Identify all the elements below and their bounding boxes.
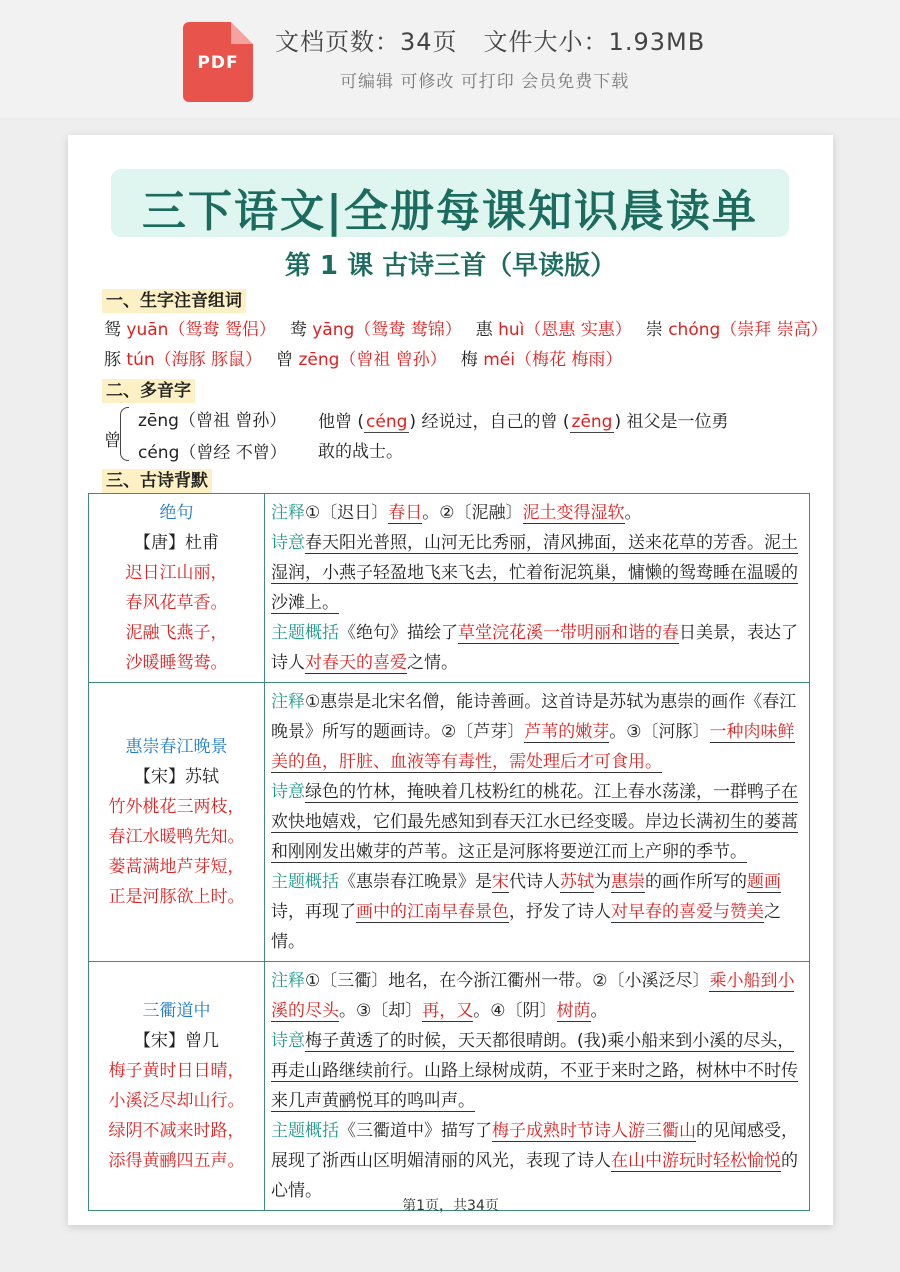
text-span: 。③〔却〕 xyxy=(339,1001,423,1021)
text-span: 在山中游玩时轻松愉悦 xyxy=(611,1151,781,1171)
poem-line: 正是河豚欲上时。 xyxy=(108,887,245,907)
sentence-part: 他曾 xyxy=(318,412,352,432)
char-entry xyxy=(290,317,462,343)
poem-author: 【唐】杜甫 xyxy=(134,533,219,553)
text-span: 草堂浣花溪一带明丽和谐的春 xyxy=(458,623,679,643)
text-span: 乘小船到小溪的尽头 xyxy=(271,971,795,1021)
meaning-label: 诗意 xyxy=(271,533,305,553)
notes-label: 注释 xyxy=(271,971,305,991)
pinyin-answer: céng xyxy=(366,412,408,432)
section-heading-3: 三、古诗背默 xyxy=(102,469,212,493)
words: （恩惠 实惠） xyxy=(524,320,632,340)
reading-2: céng（曾经 不曾） xyxy=(138,443,287,463)
title-box xyxy=(111,169,789,237)
text-span: 绿色的竹林，掩映着几枝粉红的桃花。江上春水荡漾，一群鸭子在欢快地嬉戏，它们最先感知到春天江水已经变暖。岸边长满初生的蒌蒿和刚刚发出嫩芽的芦苇。这正是河豚将要逆江而上产卵的季节。 xyxy=(271,782,798,862)
annotation-cell xyxy=(265,683,810,962)
pinyin: yuān xyxy=(126,320,169,340)
text-span: 泥土变得湿软 xyxy=(522,503,625,523)
meaning-block xyxy=(271,1026,803,1116)
pinyin: yāng xyxy=(312,320,355,340)
poem-line: 迟日江山丽， xyxy=(125,563,228,583)
notes-block xyxy=(271,498,803,528)
poem-cell xyxy=(89,683,265,962)
char-row-2 xyxy=(104,347,636,373)
text-span: 春日 xyxy=(388,503,423,523)
brace-symbol xyxy=(120,407,129,461)
text-span: 芦苇的嫩芽 xyxy=(524,722,610,742)
text-span: 苏轼 xyxy=(560,872,594,892)
text-span: 。③〔河豚〕 xyxy=(609,722,710,742)
char: 曾 xyxy=(276,350,294,370)
char-entry xyxy=(646,317,828,343)
text-span: 梅子成熟时节诗人游三衢山 xyxy=(492,1121,696,1141)
char: 鸯 xyxy=(289,320,307,340)
poem-line: 春江水暖鸭先知。 xyxy=(108,827,245,847)
text-span: 宋 xyxy=(492,872,509,892)
text-span: 。 xyxy=(590,1001,608,1021)
pinyin-answer: zēng xyxy=(571,412,613,432)
text-span: 一种肉味鲜美的鱼，肝脏、血液等有毒性，需处理后才可食用。 xyxy=(271,722,795,772)
text-span: 《惠崇春江晚景》是 xyxy=(339,872,492,892)
theme-label: 主题概括 xyxy=(271,872,339,892)
pinyin: méi xyxy=(483,350,515,370)
words: （梅花 梅雨） xyxy=(514,350,623,370)
document-page xyxy=(68,135,833,1225)
char: 豚 xyxy=(104,350,121,370)
theme-block xyxy=(271,867,803,957)
text-span: 题画 xyxy=(747,872,781,892)
size-info: 文件大小：1.93MB xyxy=(483,28,706,56)
text-span: 的见闻感受，展现了浙西山区明媚清丽的风光，表现了诗人 xyxy=(271,1121,798,1171)
char-entry xyxy=(276,347,447,373)
text-span: 代诗人 xyxy=(509,872,560,892)
poem-table xyxy=(88,493,810,1211)
poem-line: 春风花草香。 xyxy=(125,593,228,613)
text-span: 之情。 xyxy=(271,902,781,952)
poem-author: 【宋】曾几 xyxy=(134,1031,219,1051)
poem-line: 绿阴不减来时路， xyxy=(108,1121,245,1141)
words: （崇拜 崇高） xyxy=(720,320,828,340)
text-span: 《绝句》描绘了 xyxy=(339,623,458,643)
theme-block xyxy=(271,618,803,678)
text-span: 的画作所写的 xyxy=(645,872,747,892)
words: （鸳鸯 鸳侣） xyxy=(168,320,276,340)
poem-line: 梅子黄时日日晴， xyxy=(108,1061,245,1081)
text-span: 再，又 xyxy=(422,1001,474,1021)
poem-line: 竹外桃花三两枝， xyxy=(108,797,245,817)
poem-line: 蒌蒿满地芦芽短， xyxy=(108,857,245,877)
poem-title: 绝句 xyxy=(159,503,194,523)
text-span: ①〔三衢〕地名，在今浙江衢州一带。②〔小溪泛尽〕 xyxy=(305,971,710,991)
lesson-title: 第 1 课 古诗三首（早读版） xyxy=(284,251,617,281)
char: 惠 xyxy=(475,320,493,340)
header-banner xyxy=(0,0,900,118)
pdf-file-icon xyxy=(183,22,253,102)
text-span: 。④〔阴〕 xyxy=(473,1001,557,1021)
pinyin: chóng xyxy=(668,320,721,340)
features-text: 可编辑 可修改 可打印 会员免费下载 xyxy=(340,72,630,92)
text-span: 春天阳光普照，山河无比秀丽，清风拂面，送来花草的芳香。泥土湿润，小燕子轻盈地飞来飞去，忙着衔泥筑巢，慵懒的鸳鸯睡在温暖的沙滩上。 xyxy=(271,533,798,613)
pinyin: tún xyxy=(126,350,155,370)
text-span: 惠崇 xyxy=(611,872,645,892)
poem-line: 沙暖睡鸳鸯。 xyxy=(125,653,228,673)
text-span: 树荫 xyxy=(556,1001,591,1021)
text-span: 为 xyxy=(594,872,611,892)
poem-cell xyxy=(89,494,265,683)
page-footer: 第1页，共34页 xyxy=(402,1198,499,1214)
section-heading-2: 二、多音字 xyxy=(102,379,195,403)
poem-cell xyxy=(89,962,265,1211)
text-span: 日美景，表达了诗人 xyxy=(271,623,798,673)
poem-row xyxy=(89,962,810,1211)
poem-author: 【宋】苏轼 xyxy=(134,767,219,787)
annotation-cell xyxy=(265,494,810,683)
meaning-block xyxy=(271,528,803,618)
text-span: 梅子黄透了的时候，天天都很晴朗。(我)乘小船来到小溪的尽头，再走山路继续前行。山路上绿树成荫，不亚于来时之路，树林中不时传来几声黄鹂悦耳的鸣叫声。 xyxy=(271,1031,798,1111)
text-span: 画中的江南早春景色 xyxy=(356,902,509,922)
char-row-1 xyxy=(104,317,842,343)
notes-label: 注释 xyxy=(271,692,305,712)
text-span: 。②〔泥融〕 xyxy=(422,503,523,523)
pinyin: huì xyxy=(498,320,525,340)
poem-row xyxy=(89,494,810,683)
char: 鸳 xyxy=(104,320,121,340)
text-span: ，抒发了诗人 xyxy=(509,902,611,922)
poem-line: 添得黄鹂四五声。 xyxy=(108,1151,245,1171)
text-span: 。 xyxy=(624,503,642,523)
pdf-label: PDF xyxy=(197,53,239,73)
poem-title: 惠崇春江晚景 xyxy=(125,737,228,757)
meaning-block xyxy=(271,777,803,867)
doc-info xyxy=(275,22,705,57)
theme-label: 主题概括 xyxy=(271,1121,339,1141)
text-span: ①惠崇是北宋名僧，能诗善画。这首诗是苏轼为惠崇的画作《春江晚景》所写的题画诗。②〔芦芽〕 xyxy=(271,692,797,742)
notes-label: 注释 xyxy=(271,503,305,523)
poem-line: 泥融飞燕子， xyxy=(125,623,228,643)
text-span: ①〔迟日〕 xyxy=(305,503,389,523)
polyphone-char: 曾 xyxy=(104,431,121,451)
sentence-part: 祖父是一位勇 xyxy=(626,412,729,432)
words: （鸳鸯 鸯锦） xyxy=(354,320,462,340)
poem-title: 三衢道中 xyxy=(142,1001,211,1021)
char-entry xyxy=(461,347,623,373)
reading-1: zēng（曾祖 曾孙） xyxy=(138,411,287,431)
meaning-label: 诗意 xyxy=(271,782,305,802)
sentence-part: 经说过，自己的曾 xyxy=(421,412,558,432)
words: （海豚 豚鼠） xyxy=(154,350,263,370)
notes-block xyxy=(271,966,803,1026)
char-entry xyxy=(104,317,276,343)
pinyin: zēng xyxy=(298,350,340,370)
char: 梅 xyxy=(460,350,478,370)
text-span: 《三衢道中》描写了 xyxy=(339,1121,492,1141)
section-heading-1: 一、生字注音组词 xyxy=(102,289,246,313)
text-span: 诗，再现了 xyxy=(271,902,356,922)
char: 崇 xyxy=(645,320,663,340)
poem-line: 小溪泛尽却山行。 xyxy=(108,1091,245,1111)
char-entry xyxy=(476,317,632,343)
text-span: 的心情。 xyxy=(271,1151,798,1201)
meaning-label: 诗意 xyxy=(271,1031,305,1051)
text-span: 之情。 xyxy=(407,653,458,673)
pages-info: 文档页数：34页 xyxy=(275,28,458,56)
words: （曾祖 曾孙） xyxy=(339,350,447,370)
example-sentence: 他曾 ( céng ) 经说过，自己的曾 ( zēng ) 祖父是一位勇 敢的战士。 xyxy=(318,412,729,462)
poem-row xyxy=(89,683,810,962)
theme-block xyxy=(271,1116,803,1206)
text-span: 对春天的喜爱 xyxy=(305,653,407,673)
annotation-cell xyxy=(265,962,810,1211)
notes-block xyxy=(271,687,803,777)
text-span: 对早春的喜爱与赞美 xyxy=(611,902,764,922)
document-title: 三下语文|全册每课知识晨读单 xyxy=(141,186,759,237)
sentence-part: 敢的战士。 xyxy=(318,442,403,462)
char-entry xyxy=(104,347,262,373)
theme-label: 主题概括 xyxy=(271,623,339,643)
